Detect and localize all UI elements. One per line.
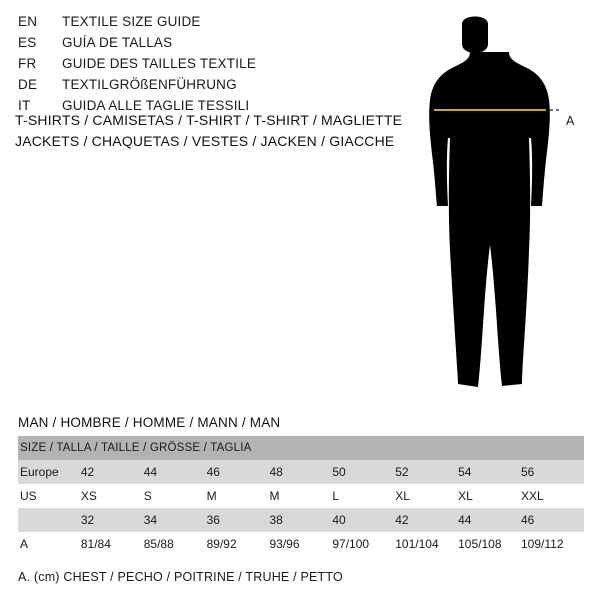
- table-cell: XL: [458, 484, 521, 508]
- legend-code: EN: [18, 14, 38, 29]
- table-cell: XL: [395, 484, 458, 508]
- legend-code: ES: [18, 35, 37, 50]
- legend-row: [18, 35, 398, 56]
- table-cell: 36: [207, 508, 270, 532]
- table-cell: 101/104: [395, 532, 458, 556]
- table-cell: M: [207, 484, 270, 508]
- table-cell: 46: [207, 460, 270, 484]
- table-row: [18, 484, 584, 508]
- table-header-row: [18, 436, 584, 460]
- garment-categories: [15, 110, 415, 152]
- legend-text: GUIDE DES TAILLES TEXTILE: [62, 56, 257, 71]
- legend-text: GUÍA DE TALLAS: [62, 35, 173, 50]
- table-cell: 44: [458, 508, 521, 532]
- table-cell: 85/88: [144, 532, 207, 556]
- table-cell: 38: [270, 508, 333, 532]
- legend-code: IT: [18, 98, 31, 113]
- table-cell: 50: [332, 460, 395, 484]
- table-cell: 46: [521, 508, 584, 532]
- legend-row: [18, 14, 398, 35]
- figure-svg: [400, 10, 600, 410]
- legend-row: [18, 56, 398, 77]
- table-title: MAN / HOMBRE / HOMME / MANN / MAN: [18, 415, 281, 430]
- table-cell: 42: [81, 460, 144, 484]
- row-label: A: [18, 532, 81, 556]
- table-cell: L: [332, 484, 395, 508]
- table-cell: 81/84: [81, 532, 144, 556]
- table-cell: 54: [458, 460, 521, 484]
- legend-row: [18, 77, 398, 98]
- male-figure-illustration: [400, 10, 600, 410]
- table-cell: 48: [270, 460, 333, 484]
- table-cell: 89/92: [207, 532, 270, 556]
- legend-text: TEXTILGRÖßENFÜHRUNG: [62, 77, 237, 92]
- row-label: [18, 508, 81, 532]
- row-label: US: [18, 484, 81, 508]
- table-cell: 34: [144, 508, 207, 532]
- legend-text: GUIDA ALLE TAGLIE TESSILI: [62, 98, 250, 113]
- language-legend: [18, 14, 398, 119]
- category-jackets: JACKETS / CHAQUETAS / VESTES / JACKEN / GIACCHE: [15, 133, 395, 149]
- table-cell: XS: [81, 484, 144, 508]
- row-label: Europe: [18, 460, 81, 484]
- table-cell: M: [270, 484, 333, 508]
- legend-code: FR: [18, 56, 37, 71]
- table-cell: XXL: [521, 484, 584, 508]
- table-cell: 44: [144, 460, 207, 484]
- legend-text: TEXTILE SIZE GUIDE: [62, 14, 201, 29]
- legend-code: DE: [18, 77, 38, 92]
- table-cell: 109/112: [521, 532, 584, 556]
- table-cell: 56: [521, 460, 584, 484]
- table-cell: 105/108: [458, 532, 521, 556]
- table-row: [18, 460, 584, 484]
- table-cell: 42: [395, 508, 458, 532]
- table-header-label: SIZE / TALLA / TAILLE / GRÖSSE / TAGLIA: [18, 436, 584, 460]
- category-tshirts: T-SHIRTS / CAMISETAS / T-SHIRT / T-SHIRT / MAGLIETTE: [15, 112, 403, 128]
- measure-marker-a-label: A: [566, 114, 575, 128]
- table-row: [18, 508, 584, 532]
- table-cell: 93/96: [270, 532, 333, 556]
- table-footnote: A. (cm) CHEST / PECHO / POITRINE / TRUHE / PETTO: [18, 570, 343, 584]
- table-row: [18, 532, 584, 556]
- table-cell: S: [144, 484, 207, 508]
- table-cell: 97/100: [332, 532, 395, 556]
- table-cell: 32: [81, 508, 144, 532]
- table-cell: 52: [395, 460, 458, 484]
- size-table: [18, 436, 584, 556]
- table-cell: 40: [332, 508, 395, 532]
- size-table-section: [18, 415, 584, 584]
